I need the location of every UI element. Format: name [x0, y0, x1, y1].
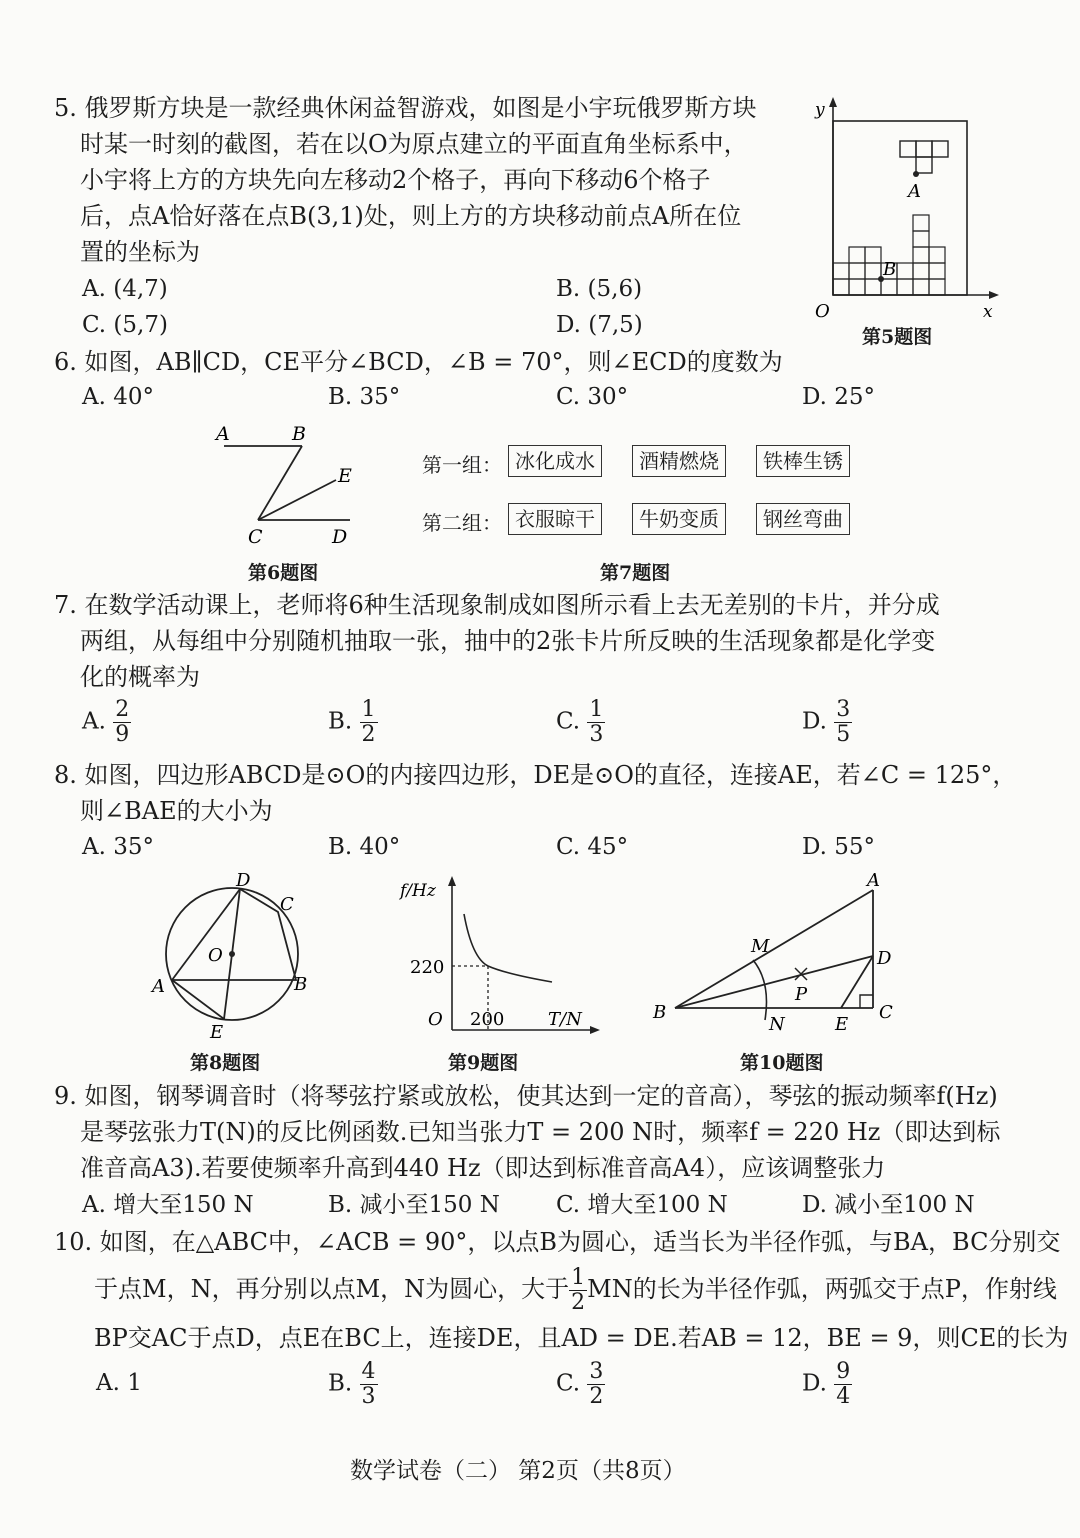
- q10-label-a: A: [867, 870, 880, 891]
- q9-figure-caption: 第9题图: [448, 1052, 519, 1074]
- q10-option-a: A. 1: [96, 1370, 142, 1396]
- q7-card: 牛奶变质: [632, 503, 726, 535]
- q5-option-a: A. (4,7): [82, 276, 168, 302]
- q7-card: 酒精燃烧: [632, 445, 726, 477]
- q9-option-a: A. 增大至150 N: [82, 1192, 254, 1218]
- q7-group1-label: 第一组：: [422, 453, 502, 477]
- q6-label-e: E: [338, 465, 352, 487]
- q10-label-p: P: [795, 984, 808, 1005]
- q8-figure: [150, 868, 320, 1043]
- q5-figure: [805, 95, 1005, 325]
- q7-card: 衣服晾干: [508, 503, 602, 535]
- q8-label-e: E: [210, 1022, 224, 1043]
- q5-point-b-label: B: [883, 259, 897, 280]
- q6-figure-caption: 第6题图: [248, 562, 319, 584]
- q5-line-4: 后，点A恰好落在点B(3,1)处，则上方的方块移动前点A所在位: [80, 202, 742, 230]
- q5-option-b: B. (5,6): [556, 276, 643, 302]
- page-footer: 数学试卷（二） 第2页（共8页）: [350, 1458, 686, 1484]
- q8-option-c: C. 45°: [556, 834, 629, 860]
- q7-card: 冰化成水: [508, 445, 602, 477]
- q7-figure-caption: 第7题图: [600, 562, 671, 584]
- q8-figure-caption: 第8题图: [190, 1052, 261, 1074]
- q9-origin-label: O: [428, 1009, 443, 1030]
- q10-line-1: 10. 如图，在△ABC中，∠ACB = 90°，以点B为圆心，适当长为半径作弧，与BA，BC分别交: [54, 1228, 1061, 1256]
- q10-label-d: D: [877, 948, 892, 969]
- q10-option-d: D. $\frac{9}{4}$: [802, 1359, 851, 1409]
- q5-x-label: x: [983, 302, 993, 322]
- q10-label-m: M: [751, 936, 770, 957]
- q9-line-1: 9. 如图，钢琴调音时（将琴弦拧紧或放松，使其达到一定的音高），琴弦的振动频率f(Hz): [54, 1082, 998, 1110]
- q7-card: 铁棒生锈: [756, 445, 850, 477]
- q7-option-b: B. $\frac{1}{2}$: [328, 697, 376, 747]
- q5-line-2: 时某一时刻的截图，若在以O为原点建立的平面直角坐标系中，: [80, 130, 748, 158]
- q6-text: 6. 如图，AB∥CD，CE平分∠BCD，∠B = 70°，则∠ECD的度数为: [54, 348, 783, 376]
- q7-option-d: D. $\frac{3}{5}$: [802, 697, 851, 747]
- q6-figure: [210, 420, 370, 550]
- q9-option-d: D. 减小至100 N: [802, 1192, 975, 1218]
- q6-label-b: B: [292, 423, 306, 445]
- q7-line-2: 两组，从每组中分别随机抽取一张，抽中的2张卡片所反映的生活现象都是化学变: [80, 627, 936, 655]
- q9-y-tick-label: 220: [410, 957, 445, 978]
- q5-option-d: D. (7,5): [556, 312, 643, 338]
- q8-line-2: 则∠BAE的大小为: [80, 797, 273, 825]
- q10-label-c: C: [879, 1002, 893, 1023]
- q10-label-b: B: [653, 1002, 667, 1023]
- q9-option-b: B. 减小至150 N: [328, 1192, 500, 1218]
- q7-line-3: 化的概率为: [80, 663, 200, 691]
- q9-figure: [400, 870, 600, 1040]
- q10-line-3: BP交AC于点D，点E在BC上，连接DE，且AD = DE.若AB = 12，BE = 9，则CE的长为: [94, 1324, 1069, 1352]
- q7-line-1: 7. 在数学活动课上，老师将6种生活现象制成如图所示看上去无差别的卡片，并分成: [54, 591, 940, 619]
- q6-label-d: D: [332, 526, 348, 548]
- q5-option-c: C. (5,7): [82, 312, 168, 338]
- q9-x-tick-label: 200: [470, 1009, 505, 1030]
- q10-figure-caption: 第10题图: [740, 1052, 824, 1074]
- q9-option-c: C. 增大至100 N: [556, 1192, 728, 1218]
- q8-option-d: D. 55°: [802, 834, 876, 860]
- q6-option-a: A. 40°: [82, 384, 154, 410]
- q6-label-a: A: [216, 423, 230, 445]
- q8-label-d: D: [236, 870, 251, 891]
- q5-line-5: 置的坐标为: [80, 238, 200, 266]
- q7-option-a: A. $\frac{2}{9}$: [82, 697, 130, 747]
- q8-label-c: C: [280, 894, 294, 915]
- q10-label-e: E: [835, 1014, 849, 1035]
- q6-label-c: C: [248, 526, 263, 548]
- q10-line-2: 于点M，N，再分别以点M，N为圆心，大于 $\frac{1}{2}$ MN的长为半径作弧，两弧交于点P，作射线: [94, 1265, 1057, 1315]
- q8-label-a: A: [152, 976, 165, 997]
- q7-group2-label: 第二组：: [422, 511, 502, 535]
- q9-line-3: 准音高A3).若要使频率升高到440 Hz（即达到标准音高A4），应该调整张力: [80, 1154, 886, 1182]
- q6-option-b: B. 35°: [328, 384, 401, 410]
- q5-line-3: 小宇将上方的方块先向左移动2个格子，再向下移动6个格子: [80, 166, 711, 194]
- q5-point-a-label: A: [908, 181, 921, 202]
- q9-x-axis-label: T/N: [548, 1009, 582, 1030]
- q6-option-d: D. 25°: [802, 384, 876, 410]
- q10-figure: [645, 872, 905, 1037]
- q9-y-axis-label: f/Hz: [400, 881, 436, 901]
- q8-label-o: O: [208, 945, 223, 966]
- q8-label-b: B: [294, 974, 308, 995]
- q8-option-b: B. 40°: [328, 834, 401, 860]
- q5-y-label: y: [815, 100, 825, 120]
- q5-origin-label: O: [815, 301, 830, 322]
- q6-option-c: C. 30°: [556, 384, 629, 410]
- q8-line-1: 8. 如图，四边形ABCD是⊙O的内接四边形，DE是⊙O的直径，连接AE，若∠C = 125°，: [54, 761, 1017, 789]
- q10-option-b: B. $\frac{4}{3}$: [328, 1359, 376, 1409]
- q5-line-1: 5. 俄罗斯方块是一款经典休闲益智游戏，如图是小宇玩俄罗斯方块: [54, 94, 757, 122]
- q7-card: 钢丝弯曲: [756, 503, 850, 535]
- q10-option-c: C. $\frac{3}{2}$: [556, 1359, 604, 1409]
- q5-figure-caption: 第5题图: [862, 326, 933, 348]
- q8-option-a: A. 35°: [82, 834, 154, 860]
- q9-line-2: 是琴弦张力T(N)的反比例函数.已知当张力T = 200 N时，频率f = 220 Hz（即达到标: [80, 1118, 1001, 1146]
- q7-option-c: C. $\frac{1}{3}$: [556, 697, 604, 747]
- q10-label-n: N: [769, 1014, 785, 1035]
